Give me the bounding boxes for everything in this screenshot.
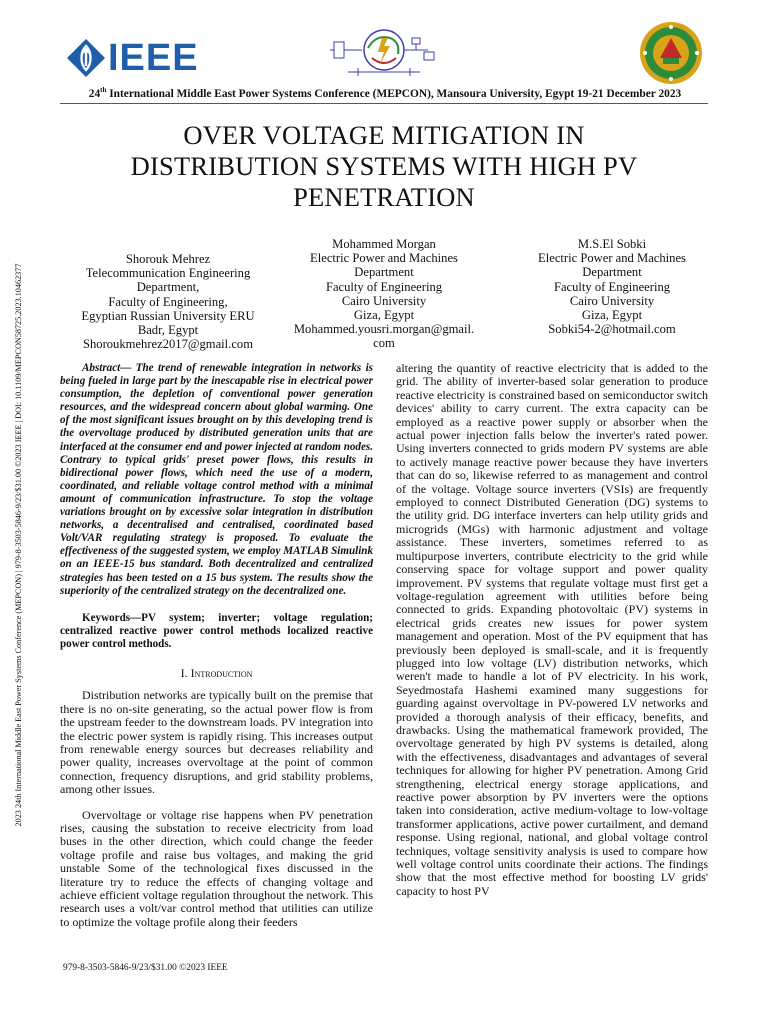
right-column (396, 362, 708, 898)
ieee-diamond-icon (66, 38, 106, 78)
conference-header-line: 24th International Middle East Power Systems Conference (MEPCON), Mansoura University, Egypt 19-21 December 2023 (88, 86, 682, 100)
intro-paragraph-1: Distribution networks are typically built on the premise that there is no on-site generating, so the actual power flow is from the upstream feeder to the downstream loads. PV integration into the electric power system is rapidly rising. This increases output from renewable energy sources but decreases reliability and power quality, increases overvoltage at the point of common connection, frequency disruptions, and grid stability problems, among other issues. (60, 688, 373, 797)
copyright-footer: 979-8-3503-5846-9/23/$31.00 ©2023 IEEE (63, 963, 228, 973)
author-block-1: Shorouk Mehrez Telecommunication Engineering Department, Faculty of Engineering, Egyptian Russian University ERU Badr, Egypt Shoroukmehrez2017@gmail.com (81, 252, 255, 352)
conference-emblem-icon (328, 24, 440, 80)
author-block-2: Mohammed Morgan Electric Power and Machines Department Faculty of Engineering Cairo University Giza, Egypt Mohammed.yousri.morgan@gmail. com (293, 237, 475, 351)
doi-sidebar: 2023 24th International Middle East Power Systems Conference (MEPCON) | 979-8-3503-5846-9/23/$31.00 ©2023 IEEE | DOI: 10.1109/MEPCON58725.2023.10462377 (14, 263, 23, 827)
ieee-logo (66, 36, 216, 80)
ieee-wordmark: IEEE (108, 37, 199, 79)
header-divider (60, 103, 708, 104)
author-block-3: M.S.El Sobki Electric Power and Machines Department Faculty of Engineering Cairo University Giza, Egypt Sobki54-2@hotmail.com (538, 237, 686, 337)
intro-paragraph-2: Overvoltage or voltage rise happens when PV penetration rises, causing the substation to receive electricity from load buses in the other direction, which could change the feeder voltage profile and raise bus voltages, and making the grid unstable Some of the technological fixes discussed in the literature try to reduce the effects of changing voltage and achieve efficient voltage regulation throughout the network. This research uses a volt/var control method that utilities can utilize to optimize the voltage profile along their feeders (60, 807, 373, 929)
keywords: Keywords—PV system; inverter; voltage regulation; centralized reactive power control methods localized reactive power control methods. (60, 611, 373, 650)
paper-title: OVER VOLTAGE MITIGATION IN DISTRIBUTION SYSTEMS WITH HIGH PV PENETRATION (130, 120, 638, 212)
abstract: Abstract— The trend of renewable integration in networks is being fueled in large part by the inescapable rise in electrical power consumption, the depletion of conventional power generation resources, and the widespread concern about global warming. One of the most significant issues brought on by this developing trend is the overvoltage produced by distributed generation units that are interfaced at the consumer end and power injected at random nodes. Contrary to typical grids' preset power flows, this results in bidirectional power flows, which need the use of a modern, coordinated, and reliable voltage control method with a minimal amount of communication infrastructure. To stop the voltage variations brought on by excessive solar integration in distribution networks, a decentralised and centralised, coordinated based Volt/VAR regulating strategy is proposed. To evaluate the effectiveness of the suggested system, we employ MATLAB Simulink on an IEEE-15 bus standard. Both decentralized and centralized strategies has been tested on a 15 bus system. The results show the superiority of the centralized strategy on the decentralized one. (60, 362, 373, 597)
left-column (60, 362, 373, 929)
university-emblem-icon (638, 20, 704, 86)
section-heading-introduction: I. Introduction (180, 665, 253, 680)
right-column-paragraph: altering the quantity of reactive electricity that is added to the grid. The ability of inverter-based solar generation to produce reactive electricity is constrained based on semiconductor switch devices' ability to carry current. The extra capacity can be employed as a reactive power supply or absorber when the actual power injection falls below the inverter's rated power. Using inverters connected to grids modern PV systems are able to actively manage reactive power because they have inverters that can do so, likewise referred to as management and control of the voltage. Voltage source inverters (VSIs) are frequently employed to connect Distributed Generation (DG) systems to the utility grid. DG interface inverters can help utility grids and microgrids (MGs) with harmonic adjustment and voltage assistance. These inverters, sometimes referred to as multipurpose inverters, contribute electricity to the grid while conserving space for voltage support and power quality improvement. PV systems that regulate voltage must first get a voltage-regulation agreement with utilities before being connected to grids. Expanding photovoltaic (PV) systems in electrical grids creates new issues for power system management and operation. Most of the PV equipment that has previously been deployed is small-scale, and it is frequently plugged into low voltage (LV) distribution networks, which weren't made to handle a lot of PV electricity. In his work, Seyedmostafa Hashemi examined many suggestions for guarding against overvoltage in PV-powered LV networks and provided a thorough analysis of their efficacy, benefits, and drawbacks. Using the mathematical framework provided, The overvoltage generated by high PV systems is detailed, along with the effectiveness, disadvantages and advantages of several techniques for allowing for higher PV penetration. Among Grid strengthening, electrical energy storage applications, and reactive power absorption by PV inverters were the options taken into consideration, active medium-voltage to low-voltage transformer applications, active power curtailment, and demand response. Using regional, national, and global voltage control techniques, voltage sensitivity analysis is used to compare how well voltage control units coordinate their actions. The findings show that the most effective method for boosting LV grids' capacity to host PV (396, 361, 708, 898)
